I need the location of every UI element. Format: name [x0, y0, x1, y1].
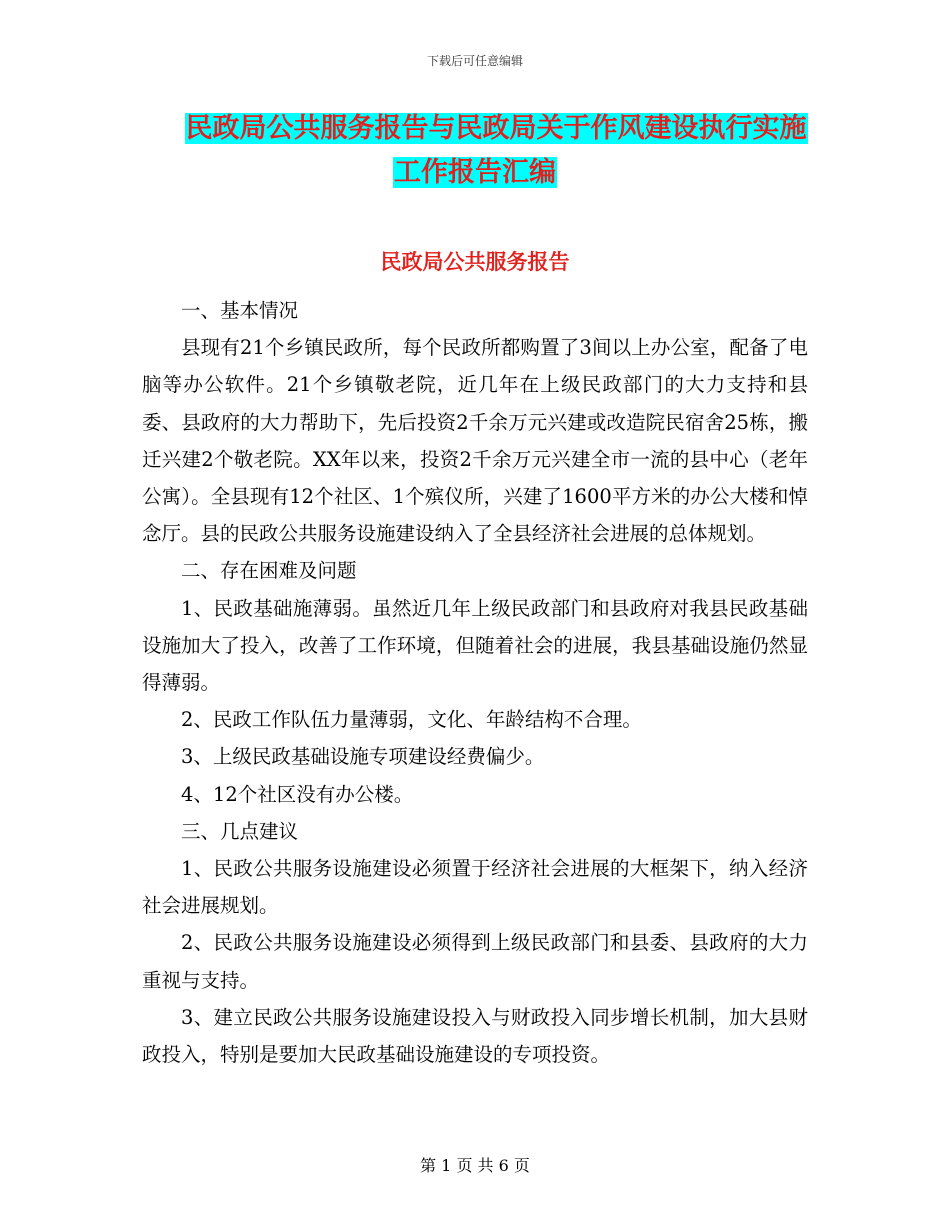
page-number-footer: 第 1 页 共 6 页	[420, 1156, 530, 1175]
heading-difficulties: 二、存在困难及问题	[181, 559, 357, 583]
section-title: 民政局公共服务报告	[380, 249, 570, 274]
paragraph-suggestion-3: 3、建立民政公共服务设施建设投入与财政投入同步增长机制，加大县财政投入，特别是要加大民政基础设施建设的专项投资。	[142, 1005, 808, 1067]
paragraph-difficulty-1: 1、民政基础施薄弱。虽然近几年上级民政部门和县政府对我县民政基础设施加大了投入，改善了工作环境，但随着社会的进展，我县基础设施仍然显得薄弱。	[142, 596, 808, 695]
paragraph-difficulty-2: 2、民政工作队伍力量薄弱，文化、年龄结构不合理。	[181, 708, 642, 732]
paragraph-difficulty-3: 3、上级民政基础设施专项建设经费偏少。	[181, 745, 545, 769]
title-text-line-1: 民政局公共服务报告与民政局关于作风建设执行实施	[185, 113, 807, 144]
paragraph-difficulty-4: 4、12个社区没有办公楼。	[181, 782, 414, 806]
document-body	[142, 292, 808, 1073]
document-title-line-2	[0, 153, 950, 193]
paragraph-suggestion-2: 2、民政公共服务设施建设必须得到上级民政部门和县委、县政府的大力重视与支持。	[142, 931, 808, 992]
document-title-line-1	[0, 109, 950, 149]
paragraph-suggestion-1: 1、民政公共服务设施建设必须置于经济社会进展的大框架下，纳入经济社会进展规划。	[142, 857, 808, 918]
title-text-line-2: 工作报告汇编	[394, 157, 556, 188]
heading-suggestions: 三、几点建议	[181, 819, 299, 843]
heading-basic-situation: 一、基本情况	[181, 299, 299, 322]
page-header-note: 下载后可任意编辑	[426, 54, 523, 68]
paragraph-basic-situation: 县现有21个乡镇民政所，每个民政所都购置了3间以上办公室，配备了电脑等办公软件。21个乡镇敬老院，近几年在上级民政部门的大力支持和县委、县政府的大力帮助下，先后投资2千余万元兴建或改造院民宿舍25栋，搬迁兴建2个敬老院。XX年以来，投资2千余万元兴建全市一流的县中心（老年公寓）。全县现有12个社区、1个殡仪所，兴建了1600平方米的办公大楼和悼念厅。县的民政公共服务设施建设纳入了全县经济社会进展的总体规划。	[142, 336, 808, 546]
